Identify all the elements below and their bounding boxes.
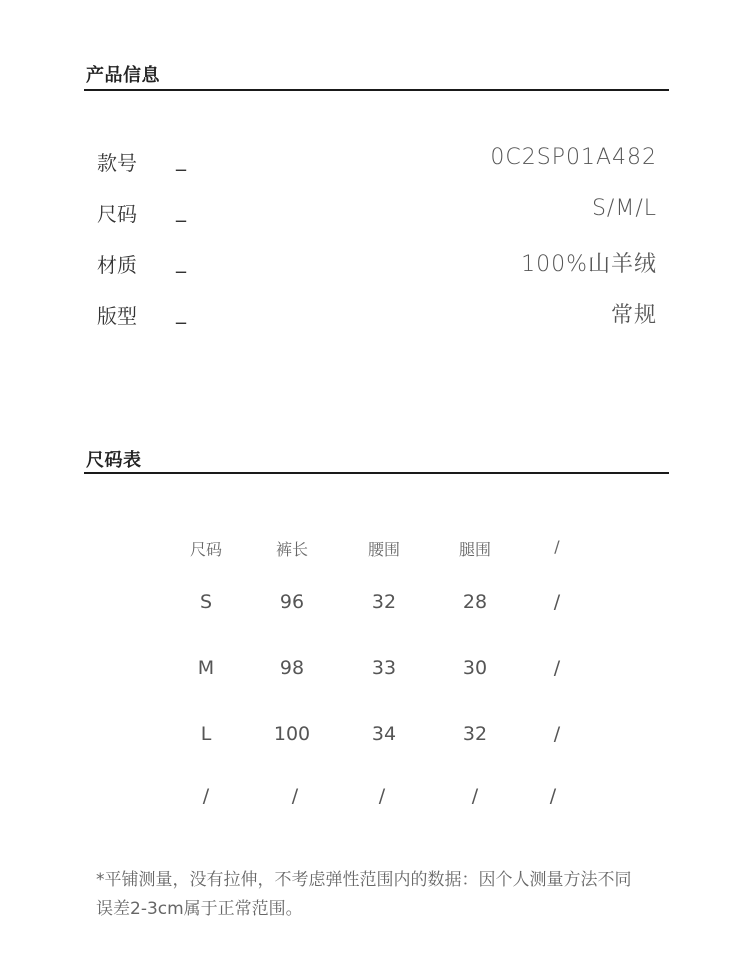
table-header-cell: 裤长 (275, 540, 308, 559)
table-cell: 28 (462, 591, 488, 613)
info-row-style-number (0, 147, 750, 177)
table-cell: L (200, 723, 212, 745)
info-row-material (0, 249, 750, 279)
measurement-note (96, 866, 676, 924)
size-chart-divider (84, 472, 669, 474)
info-row-fit (0, 300, 750, 330)
note-line: *平铺测量，没有拉伸，不考虑弹性范围内的数据：因个人测量方法不同 (96, 870, 632, 890)
table-header-cell: 尺码 (189, 540, 222, 559)
table-cell: 30 (462, 657, 488, 679)
table-cell: S (199, 591, 213, 613)
info-label: 款号 (97, 151, 137, 175)
table-cell: 32 (371, 591, 397, 613)
table-cell: / (553, 591, 561, 613)
table-cell: 32 (462, 723, 488, 745)
info-dash: _ (176, 198, 186, 222)
info-value: 0C2SP01A482 (490, 145, 657, 170)
table-header-cell: 腿围 (458, 540, 491, 559)
info-row-size (0, 198, 750, 228)
table-cell: M (197, 657, 215, 679)
info-dash: _ (176, 300, 186, 324)
info-value: 100%山羊绒 (521, 252, 657, 277)
table-cell: 100 (273, 723, 311, 745)
info-dash: _ (176, 147, 186, 171)
info-value: 常规 (610, 303, 657, 328)
table-cell: / (378, 785, 386, 807)
table-cell: / (291, 785, 299, 807)
info-label: 版型 (97, 304, 137, 328)
info-dash: _ (176, 249, 186, 273)
table-header-cell: 腰围 (367, 540, 400, 559)
table-cell: / (471, 785, 479, 807)
product-info-title: 产品信息 (86, 65, 160, 86)
table-cell: 98 (279, 657, 305, 679)
table-cell: 33 (371, 657, 397, 679)
table-cell: / (553, 657, 561, 679)
table-cell: / (553, 723, 561, 745)
table-cell: / (549, 785, 557, 807)
info-label: 尺码 (97, 202, 137, 226)
note-line: 误差2-3cm属于正常范围。 (96, 899, 303, 919)
table-header-cell: / (554, 537, 560, 556)
size-chart-title: 尺码表 (86, 450, 142, 471)
table-cell: 34 (371, 723, 397, 745)
table-cell: 96 (279, 591, 305, 613)
info-label: 材质 (97, 253, 137, 277)
product-info-divider (84, 89, 669, 91)
info-value: S/M/L (591, 196, 657, 221)
table-cell: / (202, 785, 210, 807)
